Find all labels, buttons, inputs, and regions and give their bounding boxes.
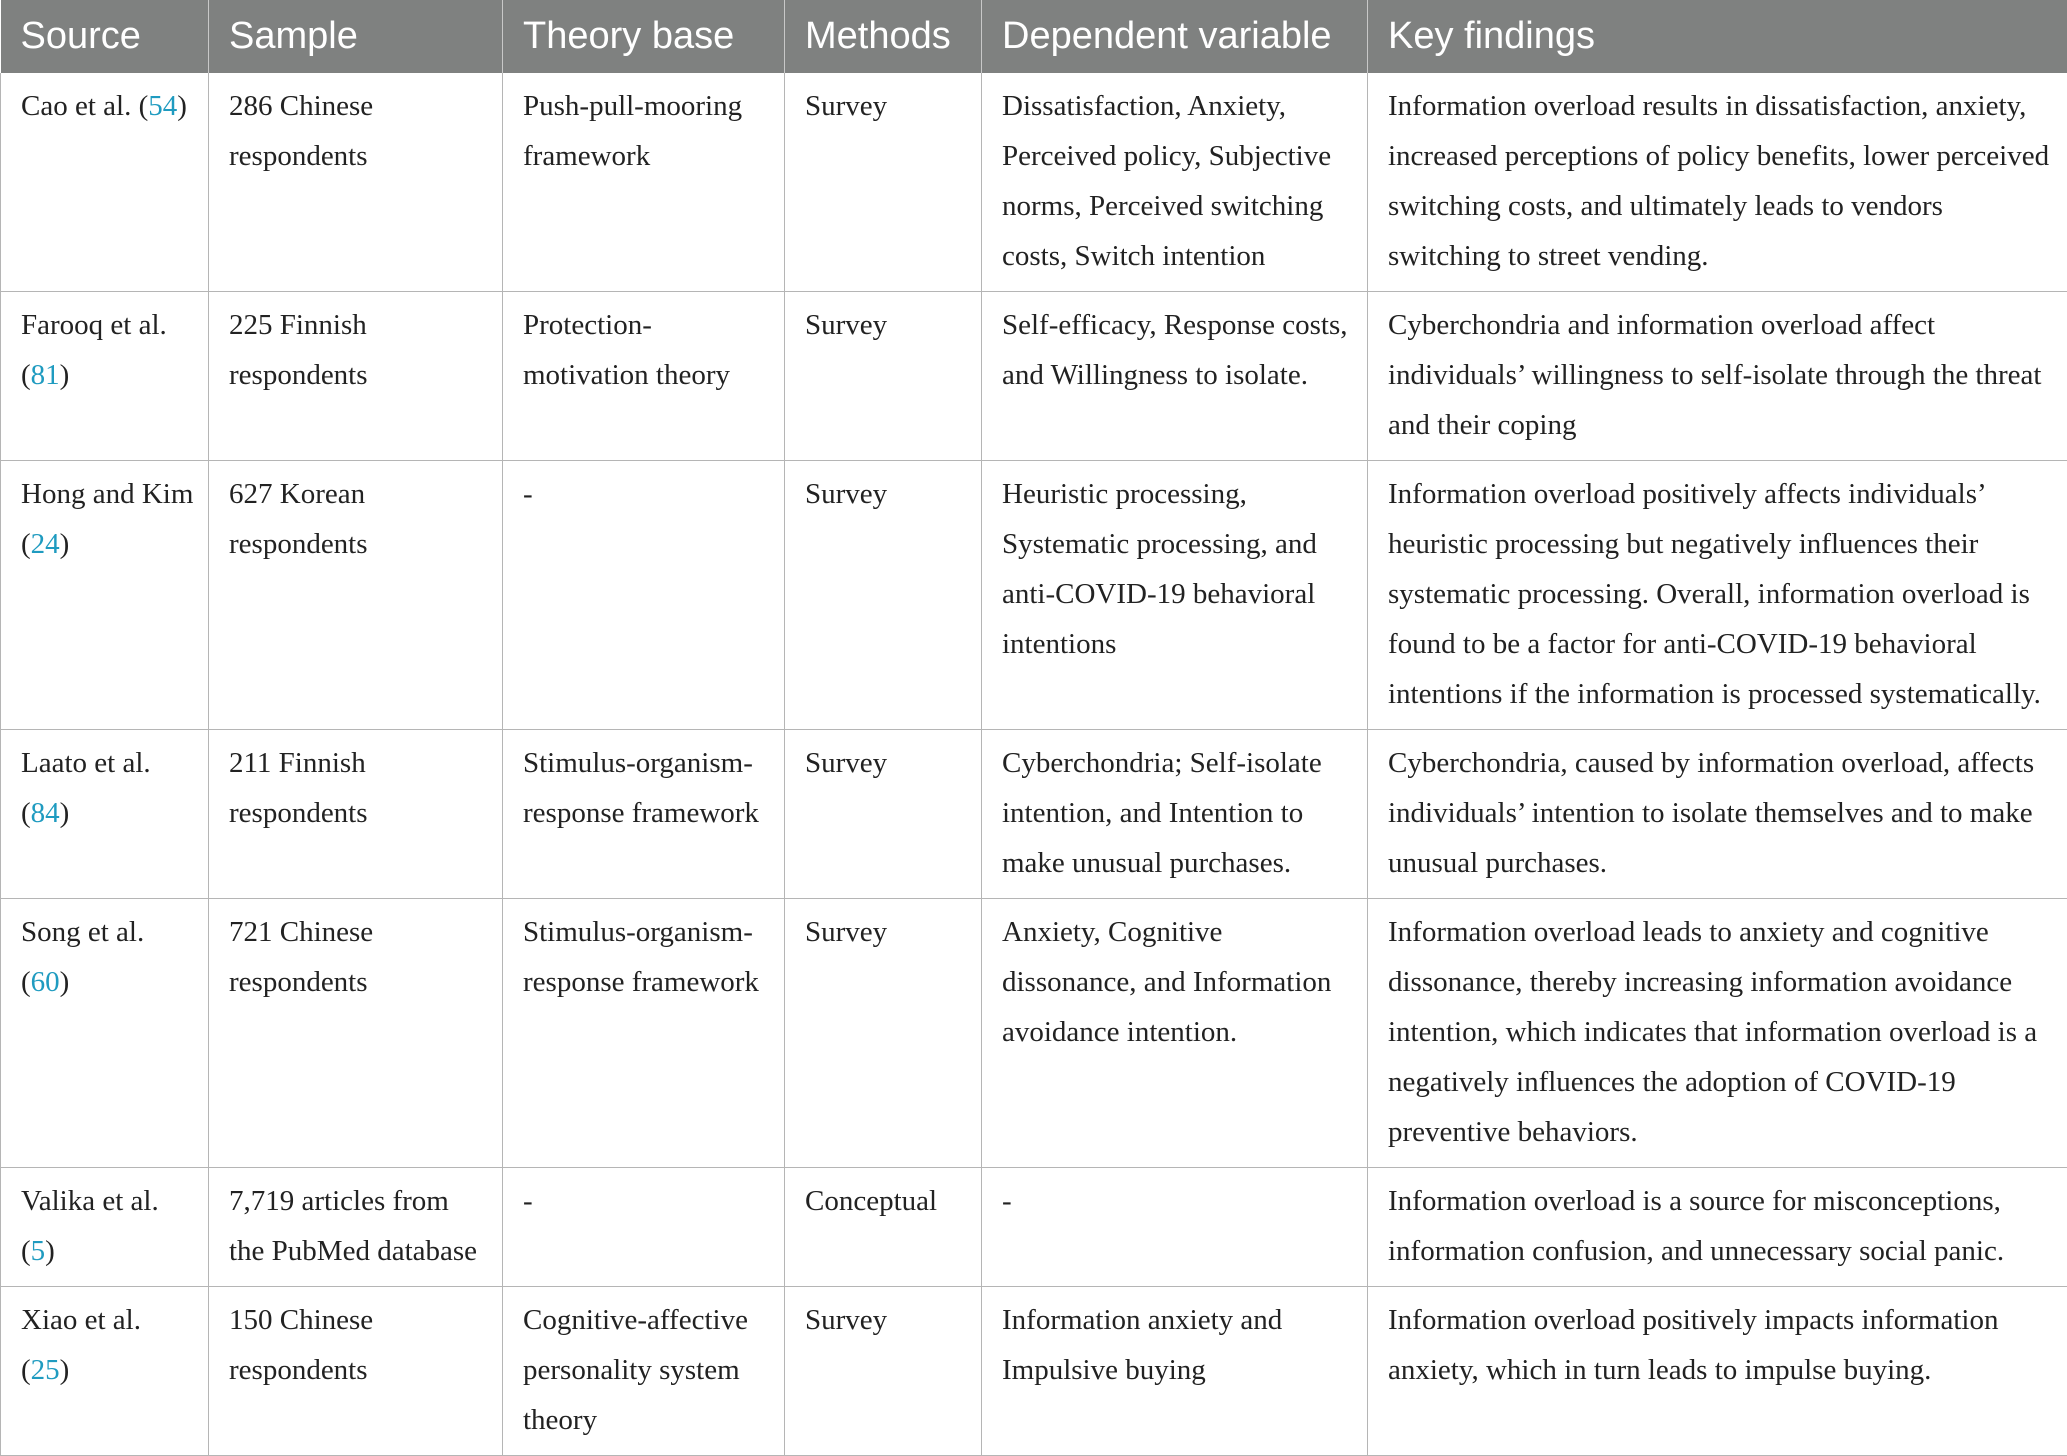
source-author: Farooq et al. (	[21, 309, 167, 391]
dependent-variable-cell: -	[982, 1168, 1368, 1287]
methods-cell: Survey	[785, 1287, 982, 1456]
table-row	[1, 1168, 2067, 1287]
source-cell	[1, 1168, 209, 1287]
table-row	[1, 730, 2067, 899]
key-findings-cell: Information overload results in dissatisfaction, anxiety, increased perceptions of policy benefits, lower perceived switching costs, and ultimately leads to vendors switching to street vending.	[1368, 73, 2067, 292]
key-findings-cell: Information overload is a source for misconceptions, information confusion, and unnecessary social panic.	[1368, 1168, 2067, 1287]
table-row	[1, 899, 2067, 1168]
key-findings-cell: Information overload positively affects individuals’ heuristic processing but negatively influences their systematic processing. Overall, information overload is found to be a factor for anti-COVID-19 behavioral intentions if the information is processed systematically.	[1368, 461, 2067, 730]
source-cell	[1, 292, 209, 461]
reference-link[interactable]: 84	[31, 797, 60, 829]
methods-cell: Survey	[785, 73, 982, 292]
sample-cell: 225 Finnish respondents	[209, 292, 503, 461]
theory-cell: Push-pull-mooring framework	[503, 73, 785, 292]
sample-cell: 7,719 articles from the PubMed database	[209, 1168, 503, 1287]
dependent-variable-cell: Heuristic processing, Systematic processing, and anti-COVID-19 behavioral intentions	[982, 461, 1368, 730]
source-suffix: )	[60, 1354, 70, 1386]
source-suffix: )	[177, 90, 187, 122]
header-row	[1, 0, 2067, 73]
methods-cell: Survey	[785, 730, 982, 899]
sample-cell: 721 Chinese respondents	[209, 899, 503, 1168]
sample-cell: 150 Chinese respondents	[209, 1287, 503, 1456]
dependent-variable-cell: Dissatisfaction, Anxiety, Perceived policy, Subjective norms, Perceived switching costs, Switch intention	[982, 73, 1368, 292]
sample-cell: 627 Korean respondents	[209, 461, 503, 730]
header-source: Source	[1, 0, 209, 73]
reference-link[interactable]: 54	[148, 90, 177, 122]
reference-link[interactable]: 60	[31, 966, 60, 998]
source-suffix: )	[60, 359, 70, 391]
key-findings-cell: Information overload positively impacts information anxiety, which in turn leads to impulse buying.	[1368, 1287, 2067, 1456]
header-sample: Sample	[209, 0, 503, 73]
source-author: Laato et al. (	[21, 747, 151, 829]
reference-link[interactable]: 25	[31, 1354, 60, 1386]
source-author: Song et al. (	[21, 916, 144, 998]
header-key-findings: Key findings	[1368, 0, 2067, 73]
source-author: Valika et al. (	[21, 1185, 159, 1267]
table-body	[1, 73, 2067, 1456]
theory-cell: Stimulus-organism-response framework	[503, 730, 785, 899]
methods-cell: Survey	[785, 292, 982, 461]
source-cell	[1, 899, 209, 1168]
source-cell	[1, 461, 209, 730]
methods-cell: Survey	[785, 899, 982, 1168]
theory-cell: Stimulus-organism-response framework	[503, 899, 785, 1168]
header-methods: Methods	[785, 0, 982, 73]
source-suffix: )	[60, 528, 70, 560]
theory-cell: -	[503, 461, 785, 730]
reference-link[interactable]: 24	[31, 528, 60, 560]
key-findings-cell: Information overload leads to anxiety and cognitive dissonance, thereby increasing information avoidance intention, which indicates that information overload is a negatively influences the adoption of COVID-19 preventive behaviors.	[1368, 899, 2067, 1168]
theory-cell: -	[503, 1168, 785, 1287]
methods-cell: Conceptual	[785, 1168, 982, 1287]
dependent-variable-cell: Self-efficacy, Response costs, and Willingness to isolate.	[982, 292, 1368, 461]
key-findings-cell: Cyberchondria and information overload affect individuals’ willingness to self-isolate through the threat and their coping	[1368, 292, 2067, 461]
source-author: Xiao et al. (	[21, 1304, 141, 1386]
sample-cell: 211 Finnish respondents	[209, 730, 503, 899]
table-row	[1, 73, 2067, 292]
dependent-variable-cell: Cyberchondria; Self-isolate intention, and Intention to make unusual purchases.	[982, 730, 1368, 899]
source-suffix: )	[60, 966, 70, 998]
dependent-variable-cell: Information anxiety and Impulsive buying	[982, 1287, 1368, 1456]
table-row	[1, 461, 2067, 730]
dependent-variable-cell: Anxiety, Cognitive dissonance, and Information avoidance intention.	[982, 899, 1368, 1168]
table-header	[1, 0, 2067, 73]
source-cell	[1, 73, 209, 292]
sample-cell: 286 Chinese respondents	[209, 73, 503, 292]
source-cell	[1, 1287, 209, 1456]
header-dependent-variable: Dependent variable	[982, 0, 1368, 73]
source-suffix: )	[60, 797, 70, 829]
source-cell	[1, 730, 209, 899]
table-row	[1, 292, 2067, 461]
theory-cell: Protection-motivation theory	[503, 292, 785, 461]
source-author: Cao et al. (	[21, 90, 148, 122]
reference-link[interactable]: 81	[31, 359, 60, 391]
methods-cell: Survey	[785, 461, 982, 730]
source-suffix: )	[45, 1235, 55, 1267]
theory-cell: Cognitive-affective personality system theory	[503, 1287, 785, 1456]
key-findings-cell: Cyberchondria, caused by information overload, affects individuals’ intention to isolate themselves and to make unusual purchases.	[1368, 730, 2067, 899]
table-row	[1, 1287, 2067, 1456]
source-author: Hong and Kim (	[21, 478, 193, 560]
reference-link[interactable]: 5	[31, 1235, 46, 1267]
header-theory-base: Theory base	[503, 0, 785, 73]
